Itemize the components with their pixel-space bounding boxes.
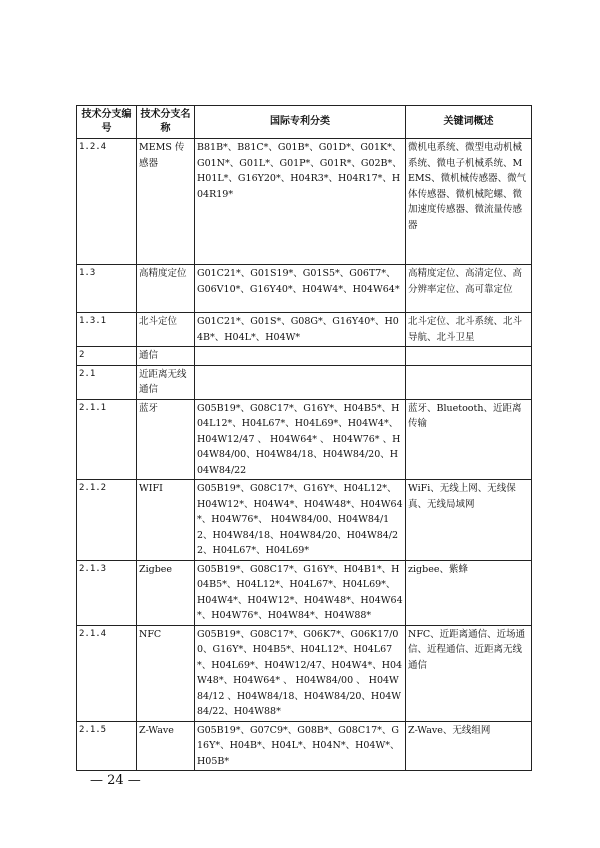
branch-code: 2: [77, 347, 137, 366]
table-row: [77, 365, 532, 399]
keywords: 蓝牙、Bluetooth、近距离传输: [406, 399, 532, 480]
table-row: [77, 265, 532, 313]
ipc-codes: G05B19*、G07C9*、G08B*、G08C17*、G16Y*、H04B*、H04L*、H04N*、H04W*、H05B*: [195, 721, 406, 771]
ipc-codes: G05B19*、G08C17*、G16Y*、H04B1*、H04B5*、H04L12*、H04L67*、H04L69*、H04W4*、H04W12*、H04W48*、H04W64*、H04W76*、H04W84*、H04W88*: [195, 560, 406, 625]
branch-name: WIFI: [137, 480, 195, 561]
keywords: WiFi、无线上网、无线保真、无线局域网: [406, 480, 532, 561]
ipc-codes: [195, 365, 406, 399]
branch-name: 高精度定位: [137, 265, 195, 313]
branch-name: MEMS 传感器: [137, 139, 195, 265]
keywords: 高精度定位、高清定位、高分辨率定位、高可靠定位: [406, 265, 532, 313]
branch-code: 2.1.4: [77, 625, 137, 721]
branch-name: NFC: [137, 625, 195, 721]
table-header-row: [77, 106, 532, 139]
table-row: [77, 313, 532, 347]
branch-code: 2.1.3: [77, 560, 137, 625]
ipc-codes: G05B19*、G08C17*、G16Y*、H04B5*、H04L12*、H04L67*、H04L69*、H04W4*、H04W12/47 、 H04W64* 、 H04W76* 、H04W84/00、H04W84/18、H04W84/20、H04W84/22: [195, 399, 406, 480]
table-row: [77, 480, 532, 561]
table-row: [77, 625, 532, 721]
keywords: [406, 365, 532, 399]
header-branch-name: 技术分支名称: [137, 106, 195, 139]
branch-name: Z-Wave: [137, 721, 195, 771]
table-row: [77, 721, 532, 771]
branch-code: 2.1: [77, 365, 137, 399]
header-ipc: 国际专利分类: [195, 106, 406, 139]
keywords: Z-Wave、无线组网: [406, 721, 532, 771]
ipc-codes: G05B19*、G08C17*、G06K7*、G06K17/00、G16Y*、H04B5*、H04L12*、H04L67*、H04L69*、H04W12/47、H04W4*、H04W48*、H04W64* 、 H04W84/00 、 H04W84/12 、H04W84/18、H04W84/20、H04W84/22、H04W88*: [195, 625, 406, 721]
keywords: [406, 347, 532, 366]
branch-code: 2.1.2: [77, 480, 137, 561]
keywords: NFC、近距离通信、近场通信、近程通信、近距离无线通信: [406, 625, 532, 721]
ipc-codes: G01C21*、G01S19*、G01S5*、G06T7*、G06V10*、G16Y40*、H04W4*、H04W64*: [195, 265, 406, 313]
keywords: 北斗定位、北斗系统、北斗导航、北斗卫星: [406, 313, 532, 347]
table-row: [77, 347, 532, 366]
branch-name: 北斗定位: [137, 313, 195, 347]
keywords: zigbee、紫蜂: [406, 560, 532, 625]
ipc-codes: G01C21*、G01S*、G08G*、G16Y40*、H04B*、H04L*、H04W*: [195, 313, 406, 347]
table-row: [77, 399, 532, 480]
branch-code: 1.3: [77, 265, 137, 313]
branch-code: 1.2.4: [77, 139, 137, 265]
branch-code: 2.1.5: [77, 721, 137, 771]
branch-code: 2.1.1: [77, 399, 137, 480]
ipc-classification-table: [76, 105, 532, 771]
ipc-codes: [195, 347, 406, 366]
branch-name: 蓝牙: [137, 399, 195, 480]
branch-name: Zigbee: [137, 560, 195, 625]
header-keywords: 关键词概述: [406, 106, 532, 139]
keywords: 微机电系统、微型电动机械系统、微电子机械系统、MEMS、微机械传感器、微气体传感器、微机械陀螺、微加速度传感器、微流量传感器: [406, 139, 532, 265]
ipc-codes: G05B19*、G08C17*、G16Y*、H04L12*、H04W12*、H04W4*、H04W48*、H04W64*、H04W76*、 H04W84/00、H04W84/12、H04W84/18、H04W84/20、H04W84/22、H04L67*、H04L69*: [195, 480, 406, 561]
branch-name: 近距离无线通信: [137, 365, 195, 399]
page-number: — 24 —: [90, 773, 141, 788]
branch-name: 通信: [137, 347, 195, 366]
table-row: [77, 560, 532, 625]
table-row: [77, 139, 532, 265]
ipc-codes: B81B*、B81C*、G01B*、G01D*、G01K*、G01N*、G01L*、G01P*、G01R*、G02B*、H01L*、G16Y20*、H04R3*、H04R17*、H04R19*: [195, 139, 406, 265]
branch-code: 1.3.1: [77, 313, 137, 347]
header-branch-code: 技术分支编号: [77, 106, 137, 139]
